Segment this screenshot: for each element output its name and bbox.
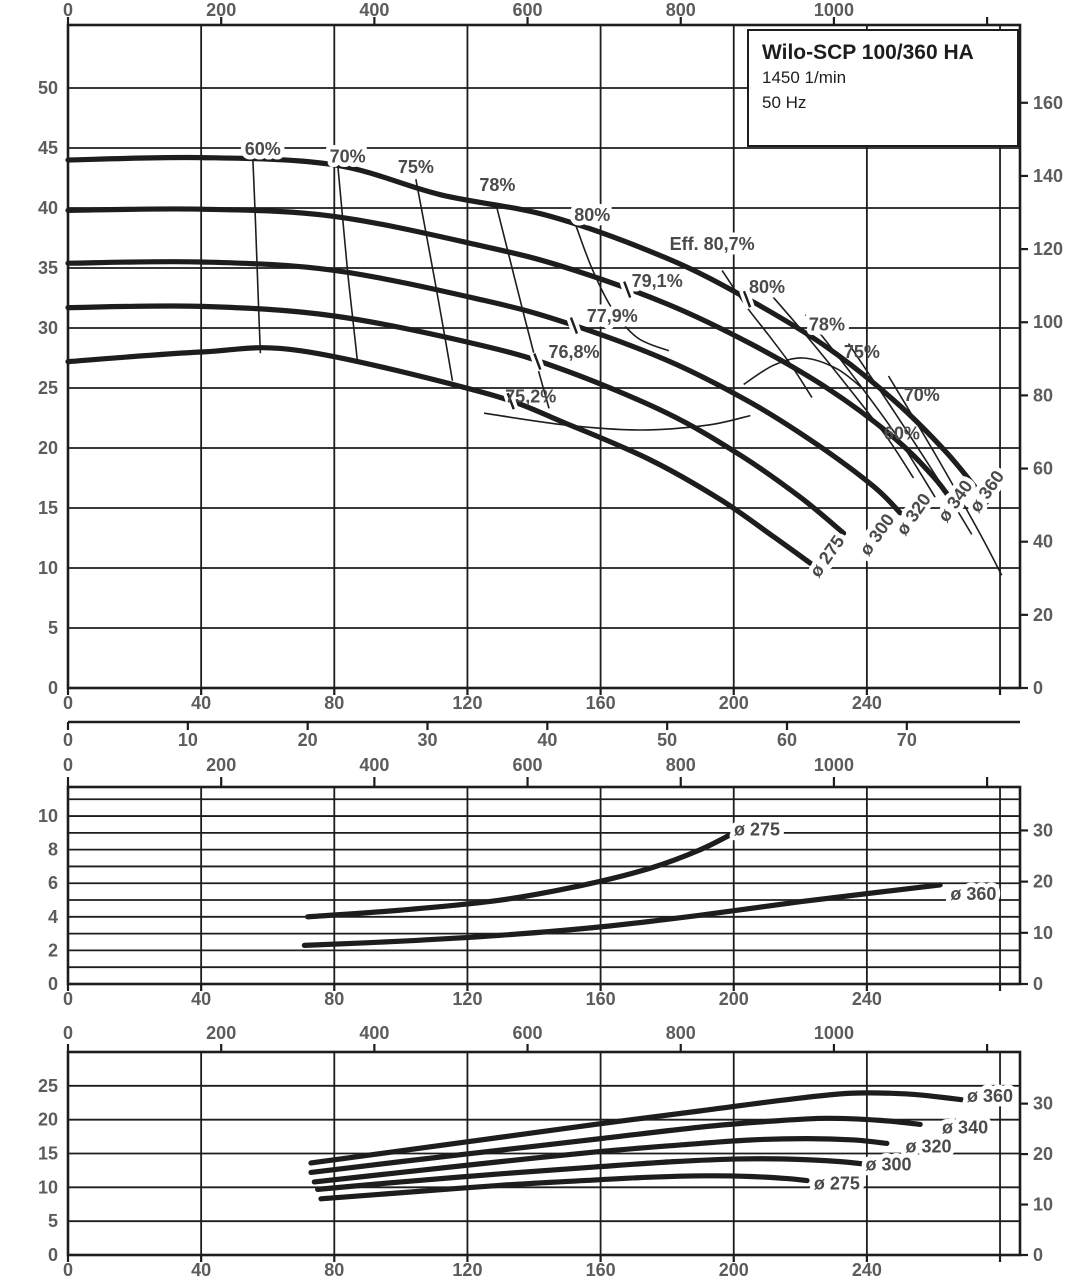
top-axis-label: 800 — [665, 1023, 696, 1043]
left-axis-label: 0 — [47, 678, 58, 698]
top-axis-label: 200 — [206, 0, 237, 20]
top-axis-label: 1000 — [813, 0, 854, 20]
top-axis-label: 800 — [665, 0, 696, 20]
right-axis-label: 40 — [1033, 531, 1054, 552]
efficiency-label: 77,9% — [586, 306, 638, 326]
efficiency-label: 75% — [397, 157, 434, 178]
top-axis-label: 0 — [62, 755, 74, 775]
left-axis-label: 4 — [47, 906, 58, 927]
top-axis-label: 1000 — [813, 755, 854, 775]
left-axis-label: 2 — [47, 940, 58, 961]
impeller-label: ø 320 — [905, 1136, 952, 1157]
power-axes — [38, 1023, 1053, 1280]
ls-axis-label: 0 — [62, 730, 74, 750]
bottom-axis-label: 240 — [851, 1260, 882, 1280]
efficiency-label: 78% — [479, 175, 516, 196]
bottom-axis-label: 160 — [585, 693, 616, 713]
top-axis-label: 800 — [665, 755, 696, 775]
bottom-axis-label: 0 — [62, 1260, 74, 1280]
impeller-label: ø 275 — [734, 819, 781, 840]
impeller-label: ø 275 — [813, 1173, 860, 1194]
ls-axis-label: 50 — [657, 730, 678, 750]
right-axis-label: 80 — [1033, 385, 1054, 406]
top-axis-label: 600 — [512, 755, 543, 775]
efficiency-label: 76,8% — [548, 342, 600, 362]
left-axis-label: 35 — [37, 258, 58, 278]
efficiency-label: 75,2% — [505, 386, 557, 407]
right-axis-label: 160 — [1033, 92, 1064, 113]
npsh-gridlines — [68, 787, 1020, 984]
right-axis-label: 120 — [1033, 239, 1064, 260]
bottom-axis-label: 120 — [452, 1260, 483, 1280]
top-axis-label: 600 — [512, 1023, 543, 1043]
efficiency-label: 75% — [843, 342, 880, 362]
left-axis-label: 10 — [37, 806, 58, 827]
title-box — [747, 29, 1019, 147]
right-axis-label: 10 — [1033, 1194, 1054, 1215]
ls-axis-label: 10 — [177, 730, 198, 750]
bottom-axis-label: 240 — [851, 989, 882, 1009]
efficiency-label: 78% — [808, 314, 845, 335]
left-axis-label: 20 — [37, 1109, 58, 1130]
curve-300 — [68, 306, 844, 533]
top-axis-label: 400 — [359, 755, 390, 775]
left-axis-label: 15 — [37, 1143, 58, 1164]
impeller-label: ø 360 — [967, 1085, 1014, 1106]
efficiency-label: 79,1% — [631, 271, 683, 292]
right-axis-label: 30 — [1033, 820, 1054, 841]
power-curves — [311, 1093, 973, 1199]
right-axis-label: 20 — [1033, 1144, 1054, 1165]
efficiency-label: 70% — [903, 385, 940, 406]
efficiency-label: 60% — [883, 423, 920, 444]
left-axis-label: 50 — [37, 78, 58, 98]
ls-axis-label: 60 — [776, 730, 798, 750]
left-axis-label: 15 — [37, 498, 58, 518]
left-axis-label: 45 — [37, 138, 58, 158]
impeller-label: ø 275 — [805, 531, 849, 581]
ls-axis-label: 70 — [896, 730, 917, 750]
bottom-axis-label: 80 — [324, 693, 345, 713]
left-axis-label: 5 — [47, 1211, 58, 1232]
top-axis-label: 200 — [206, 755, 237, 775]
right-axis-label: 10 — [1033, 922, 1054, 943]
contour-75-left — [416, 179, 453, 381]
right-axis-label: 60 — [1033, 458, 1054, 479]
bottom-axis-label: 200 — [718, 989, 749, 1009]
bottom-axis-label: 0 — [62, 989, 74, 1009]
impeller-label: ø 300 — [865, 1154, 912, 1175]
left-axis-label: 8 — [47, 839, 58, 860]
right-axis-label: 0 — [1033, 1245, 1044, 1265]
left-axis-label: 25 — [37, 1075, 58, 1096]
ls-axis-label: 30 — [417, 730, 438, 750]
power-gridlines — [68, 1052, 1020, 1255]
bottom-axis-label: 160 — [585, 1260, 616, 1280]
npsh-chart — [38, 755, 1053, 1009]
bottom-axis-label: 160 — [585, 989, 616, 1009]
top-axis-label: 400 — [359, 1023, 390, 1043]
left-axis-label: 5 — [47, 618, 58, 638]
left-axis-label: 10 — [37, 558, 58, 578]
impeller-label: ø 300 — [855, 509, 899, 560]
efficiency-label: 70% — [329, 146, 366, 167]
left-axis-label: 20 — [37, 438, 58, 458]
left-axis-label: 0 — [47, 1245, 58, 1265]
bottom-axis-label: 200 — [718, 1260, 749, 1280]
top-axis-label: 1000 — [813, 1023, 854, 1043]
left-axis-label: 40 — [37, 198, 58, 218]
bottom-axis-label: 120 — [452, 989, 483, 1009]
ls-axis-label: 40 — [537, 730, 558, 750]
bottom-axis-label: 40 — [191, 693, 212, 713]
bottom-axis-label: 80 — [324, 1260, 345, 1280]
ls-axis-label: 20 — [297, 730, 318, 750]
pump-frequency: 50 Hz — [762, 92, 807, 112]
right-axis-label: 20 — [1033, 604, 1054, 625]
bottom-axis-label: 120 — [452, 693, 483, 713]
pump-model: Wilo-SCP 100/360 HA — [762, 41, 974, 64]
power-chart — [38, 1023, 1053, 1280]
impeller-label: ø 320 — [892, 489, 935, 539]
bottom-axis-label: 0 — [62, 693, 74, 713]
left-axis-label: 0 — [47, 974, 58, 994]
contour-contour-arc-low — [484, 413, 750, 430]
efficiency-label: 60% — [244, 139, 281, 160]
efficiency-label: Eff. 80,7% — [669, 234, 755, 254]
curve-275 — [308, 831, 737, 917]
curve-360 — [311, 1093, 973, 1163]
pump-speed: 1450 1/min — [762, 68, 847, 88]
impeller-label: ø 340 — [942, 1117, 989, 1138]
npsh-curves — [304, 831, 940, 945]
npsh-axes — [38, 755, 1053, 1009]
top-axis-label: 400 — [359, 0, 390, 20]
bottom-axis-label: 40 — [191, 989, 212, 1009]
right-axis-label: 140 — [1033, 165, 1064, 186]
right-axis-label: 0 — [1033, 974, 1044, 994]
right-axis-label: 20 — [1033, 871, 1054, 892]
impeller-label: ø 360 — [950, 884, 997, 905]
curve-360 — [304, 885, 940, 945]
left-axis-label: 30 — [37, 318, 58, 338]
top-axis-label: 0 — [62, 0, 74, 20]
left-axis-label: 6 — [47, 873, 58, 894]
impeller-label: ø 340 — [933, 476, 977, 526]
curve-275 — [68, 348, 814, 566]
contour-70-left — [338, 164, 358, 363]
right-axis-label: 100 — [1033, 312, 1064, 333]
impeller-label: ø 360 — [965, 466, 1009, 516]
right-axis-label: 0 — [1033, 678, 1044, 698]
bottom-axis-label: 80 — [324, 989, 345, 1009]
right-axis-label: 30 — [1033, 1093, 1054, 1114]
contour-60-left — [253, 156, 261, 353]
top-axis-label: 0 — [62, 1023, 74, 1043]
bottom-axis-label: 200 — [718, 693, 749, 713]
bottom-axis-label: 40 — [191, 1260, 212, 1280]
top-axis-label: 600 — [512, 0, 543, 20]
left-axis-label: 25 — [37, 378, 58, 398]
efficiency-label: 80% — [574, 205, 611, 226]
bottom-axis-label: 240 — [851, 693, 882, 713]
top-axis-label: 200 — [206, 1023, 237, 1043]
left-axis-label: 10 — [37, 1177, 58, 1198]
efficiency-label: 80% — [749, 277, 786, 298]
